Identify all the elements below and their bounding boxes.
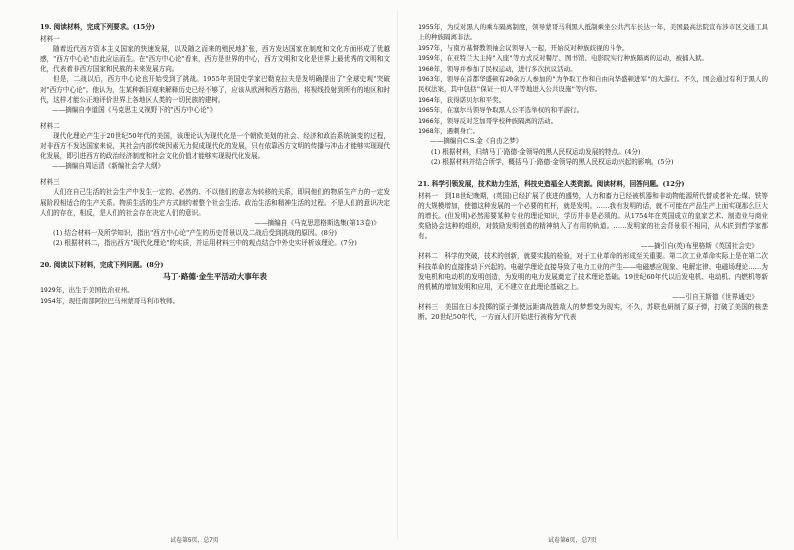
chronology-table-title: 马丁·路德·金生平活动大事年表 (162, 272, 267, 282)
chronology-entry: 1964年，获得诺贝尔和平奖。 (418, 95, 506, 104)
material-1-citation: ——摘编自李道国《马克思主义视野下的"西方中心论"》 (52, 105, 217, 114)
question-21-title: 21. 科学引领发展，技术助力生活，科技史造福全人类资源。阅读材料，回答问题。(12分) (418, 179, 685, 188)
page-divider (397, 10, 398, 540)
material-2-label: 材料二 (40, 121, 60, 130)
chronology-citation: ——摘编自C.S.金《自由之梦》 (430, 137, 523, 146)
chronology-entry: 1968年，遇刺身亡。 (418, 127, 480, 136)
chronology-entry: 1929年，出生于美国佐治亚州。 (40, 286, 134, 295)
material-1-paragraph-2: 但是，二战以后，西方中心论也开始受到了挑战。1955年美国史学家巴勒克拉夫是发明确提出了"全球史观"突破对"西方中心论"。他认为，生某种新旧观来解释历史已经不够了，应该从欧洲和西方路出，将视线投射到所有的地区和时代，这样才能公正地评价世界上各地区人类的一切民族的建树。 (40, 75, 390, 104)
q21-material-1-citation: ——摘引自(英)布里格斯《英国社会史》 (640, 242, 758, 251)
chronology-entry: 1957年，与南方基督教领袖会议领导人一起，开始反对种族歧视的斗争。 (418, 43, 629, 52)
material-3-citation: ——摘编自《马克思恩格斯选集(第13卷)》 (254, 218, 380, 227)
left-page-footer: 试卷第5页，总7页 (170, 538, 219, 544)
material-1-paragraph-1: 随着近代西方资本主义国家的快速发展，以及随之而来的殖民地扩张，西方发达国家在制度和文化方面形成了优越感，"西方中心论"由此应运而生。在"西方中心论"看来，西方是世界的中心，西方文明和文化是世界上最优秀的文明和文化，代表着非西方国家和民族的未来发展方向。 (40, 45, 390, 74)
question-19-title: 19. 阅读材料，完成下列要求。(15分) (40, 23, 155, 31)
q21-material-2-paragraph: 材料二 科学的突破，技术的创新，就要实践的检验，对于工业革命的形成至关重要。第二次工业革命实际上是在第二次科技革命的直接推动下兴起的。电磁学理论直接导致了电力工业的产生——电磁感应现象、电解定律、电磁场理论……为发电机和电动机的发明创造，为发明的电力发展奠定了技术理论基础。19世纪60年代以后发电机、电动机、内燃机等新的机械的增加发明和应用，无不建立在此理论基础之上。 (418, 252, 768, 291)
chronology-entry: 1960年，领导并参加了民权运动，进行多次抗议活动。 (418, 64, 577, 73)
question-20-part-1: (1) 根据材料，归纳马丁·路德·金领导的黑人民权运动发展的特点。(4分) (431, 147, 641, 156)
q21-material-1-paragraph: 材料一 到18世纪晚期，(英国)已经扩展了获进的盛势，人力和畜力已经被机器和非动物能源所代替或者补充;煤、铁等的大规模增加，使德这种发展的一个必要的杠杆，就是发明。……我有发明的话，就不可能在产品生产上面实现那么巨大的增长。(但发明)必然需要某种专业的理论知识，学历并非是必须的。从1754年在英国成立的皇家艺术、制造业与商业奖励协会这种的组织，对鼓励发明创造的精神纳入了有用的轨道。……发明家的社会背景很不相同，从木匠到哲学家都有。 (418, 191, 768, 241)
material-2-citation: ——摘编自周运清《新编社会学大纲》 (52, 162, 165, 171)
left-page (40, 22, 390, 306)
q21-material-3-paragraph: 材料三 美国在日本投掷的原子弹使远距离战胜敌人的梦想变为现实，不久，苏联也研制了原子弹，打破了美国的核垄断。20世纪50年代，一方面人们开始进行被称为"代表 (418, 302, 768, 321)
right-page (418, 22, 768, 322)
chronology-entry: 1954年，现任南部阿拉巴马州蒙哥马利市牧师。 (40, 296, 180, 305)
question-19-part-2: (2) 根据材料二，指出西方"现代化理论"的实质，并运用材料三中的观点结合中外史实评析该理论。(7分) (53, 238, 357, 247)
chronology-entry: 1965年，在塞尔马领导争取黑人公平选举权的和平游行。 (418, 106, 584, 115)
material-3-label: 材料三 (40, 178, 60, 187)
question-20-title: 20. 阅读以下材料，完成下列问题。(8分) (40, 260, 164, 269)
material-1-label: 材料一 (40, 35, 60, 44)
chronology-entry: 1966年，领导反对芝加哥学校种族隔离的活动。 (418, 116, 558, 125)
chronology-entry: 1963年，领导在首都华盛顿有20余万人参加的"为争取工作和自由向华盛顿进军"的大游行。不久，国会通过有利于黑人的民权法案，其中包括"保证一切人平等地进入公共设施"等内容。 (418, 75, 768, 94)
question-19-part-1: (1) 结合材料一及所学知识，指出"西方中心论"产生的历史背景以及二战后受到挑战的原因。(8分) (53, 228, 337, 237)
q21-material-2-citation: ——引自王斯德《世界通史》 (672, 292, 758, 301)
chronology-entry: 1959年，在亚特兰大主持"入座"等方式反对餐厅、图书馆、电影院实行种族隔离的运动，被捕入狱。 (418, 54, 708, 63)
right-page-footer: 试卷第6页，总7页 (548, 538, 597, 544)
chronology-entry: 1955年，为反对黑人的乘车隔离制度，领导蒙哥马利黑人抵制乘坐公共汽车长达一年，美国最高法院宣布涉市区交通工具上的种族隔离非法。 (418, 23, 768, 42)
material-2-paragraph: 现代化理论产生于20世纪50年代的美国，该理论认为现代化是一个朝欧美划的社会、经济和政治系统演变的过程，对非西方不发达国家来说，其社会内部传统因素无力促成现代化的发展，只有依靠西方文明的传播与冲击才能够实现现代化发展，即引进西方的政治经济制度和社会文化价值才能够实现现代化发展。 (40, 131, 390, 161)
question-20-part-2: (2) 根据材料并结合所学，概括马丁·路德·金领导的黑人民权运动兴起的影响。(5分) (431, 157, 674, 166)
material-3-paragraph: 人们在自己生活的社会生产中发生一定的、必然的、不以他们的意志为转移的关系，即同他们的物质生产力的一定发展阶段相适合的生产关系。物质生活的生产方式制约着整个社会生活、政治生活和精神生活的过程。不是人们的意识决定人们的存在，相反，是人们的社会存在决定人们的意识。 (40, 188, 390, 217)
